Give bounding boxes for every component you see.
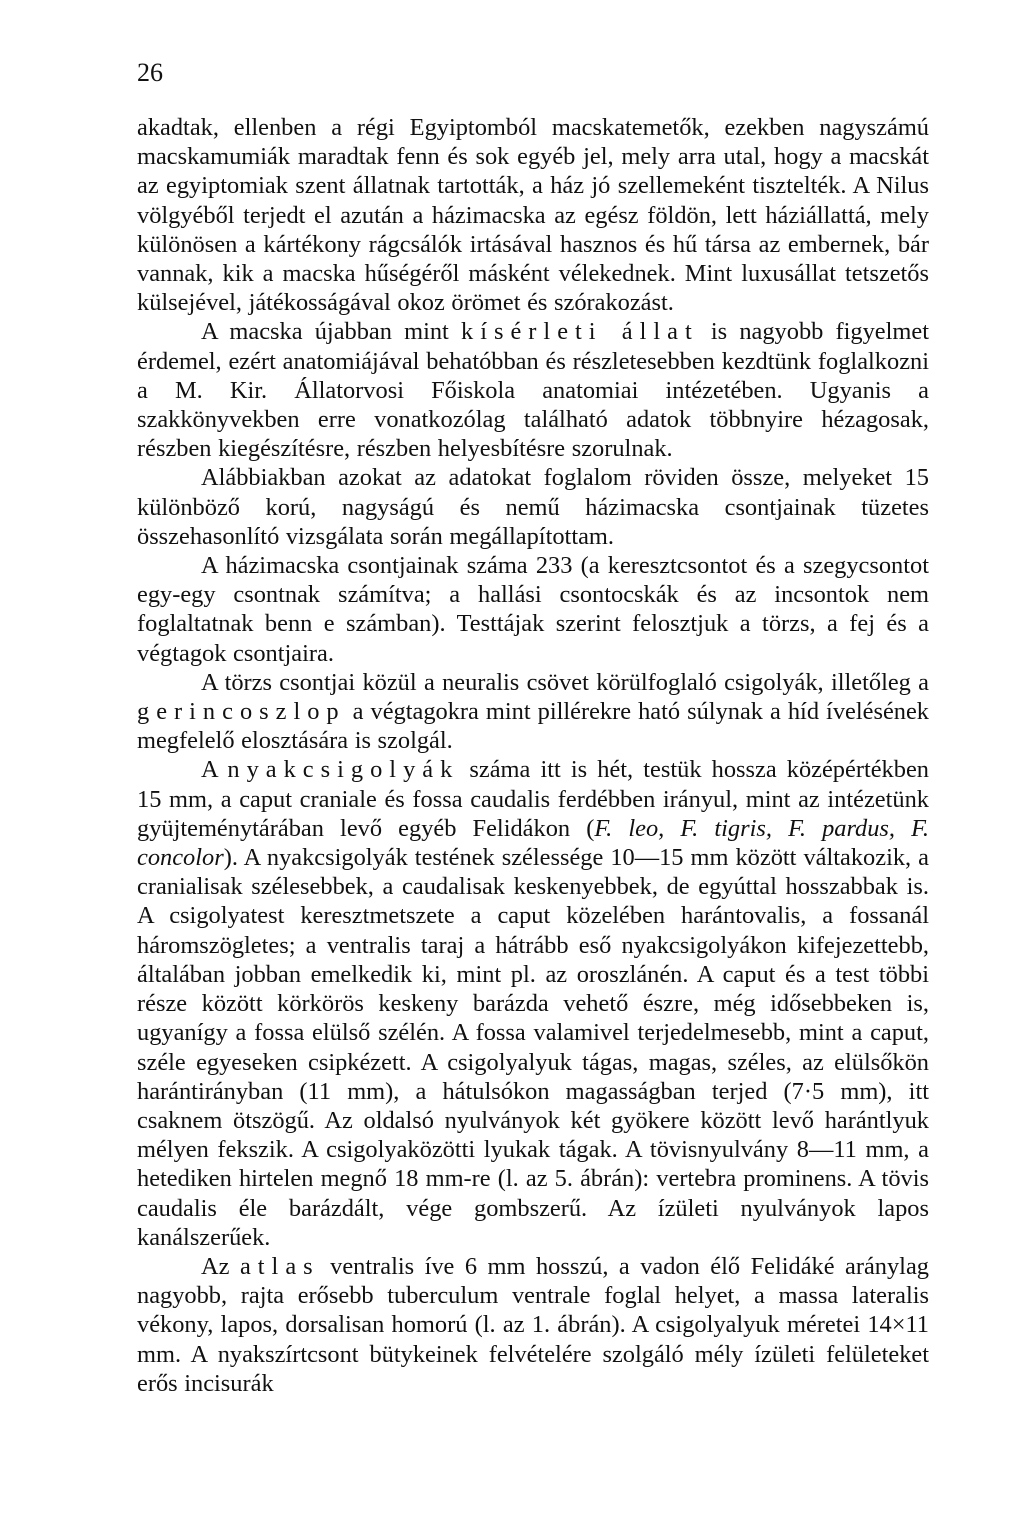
spaced-term-vertebral-column: gerincoszlop <box>137 698 346 726</box>
spaced-term-cervical-vertebrae: nyakcsigolyák <box>227 756 460 784</box>
paragraph-data-summary: Alábbiakban azokat az adatokat foglalom röviden össze, melyeket 15 különböző korú, nagyságú és nemű házimacska csontjainak tüzetes összehasonlító vizsgálata során megállapítottam. <box>137 464 929 550</box>
paragraph-cervical-vertebrae <box>137 755 929 1251</box>
paragraph-text-end: ventralis íve 6 mm hosszú, a vadon élő Felidáké aránylag nagyobb, rajta erősebb tuberculum ventrale foglal helyet, a massa lateralis vékony, lapos, dorsalisan homorú (l. az 1. ábrán). A csigolyalyuk méretei 14×11 mm. A nyakszírtcsont bütykeinek felvételére szolgáló mély ízületi felületeket erős incisurák <box>137 1252 929 1397</box>
paragraph-text-start: A törzs csontjai közül a neuralis csövet körülfoglaló csigolyák, illetőleg a <box>201 668 929 696</box>
paragraph-bone-count: A házimacska csontjainak száma 233 (a keresztcsontot és a szegycsontot egy-egy csontnak számítva; a hallási csontocskák és az incsontok nem foglaltatnak benn e számban). Testtájak szerint felosztjuk a törzs, a fej és a végtagok csontjaira. <box>137 552 929 667</box>
spaced-term-experimental-animal: kísérleti állat <box>461 318 699 346</box>
paragraph-text-start: A <box>201 756 218 784</box>
paragraph-text-middle: száma itt is hét, testük hossza középértékben 15 mm, a caput craniale és fossa caudalis ferdébben irányul, mint az intézetünk gyüjteménytárában levő egyéb Felidákon ( <box>137 756 929 842</box>
paragraph-text-start: Az <box>201 1252 230 1280</box>
paragraph-experimental-animal <box>137 317 929 463</box>
paragraph-text-end: is nagyobb figyelmet érdemel, ezért anatomiájával behatóbban és részletesebben kezdtünk foglalkozni a M. Kir. Állatorvosi Főiskola anatomiai intézetében. Ugyanis a szakkönyvekben erre vonatkozólag található adatok többnyire hézagosak, részben kiegészítésre, részben helyesbítésre szorulnak. <box>137 318 929 463</box>
paragraph-text-end: ). A nyakcsigolyák testének szélessége 10—15 mm között váltakozik, a cranialisak szélesebbek, a caudalisak keskenyebbek, de egyúttal hosszabbak is. A csigolyatest keresztmetszete a caput közelében harántovalis, a fossanál háromszögletes; a ventralis taraj a hátrább eső nyakcsigolyákon kifejezettebb, általában jobban emelkedik ki, mint pl. az oroszlánén. A caput és a test többi része között körkörös keskeny barázda vehető észre, még idősebbeken is, ugyanígy a fossa elülső szélén. A fossa valamivel terjedelmesebb, mint a caput, széle egyeseken csipkézett. A csigolyalyuk tágas, magas, széles, az elülsőkön harántirányban (11 mm), a hátulsókon magasságban terjed (7·5 mm), itt csaknem ötszögű. Az oldalsó nyulványok két gyökere között levő harántlyuk mélyen fekszik. A csigolyaközötti lyukak tágak. A tövisnyulvány 8—11 mm, a hetediken hirtelen megnő 18 mm-re (l. az 5. ábrán): vertebra prominens. A tövis caudalis éle barázdált, vége gombszerű. Az ízületi nyulványok lapos kanálszerűek. <box>137 844 929 1251</box>
paragraph-cat-history: akadtak, ellenben a régi Egyiptomból macskatemetők, ezekben nagyszámú macskamumiák maradtak fenn és sok egyéb jel, mely arra utal, hogy a macskát az egyiptomiak szent állatnak tartották, a ház jó szellemeként tisztelték. A Nilus völgyéből terjedt el azután a házimacska az egész földön, lett háziállattá, mely különösen a kártékony rágcsálók irtásával hasznos és hű társa az embernek, bár vannak, kik a macska hűségéről másként vélekednek. Mint luxusállat tetszetős külsejével, játékosságával okoz örömet és szórakozást. <box>137 114 929 317</box>
spaced-term-atlas: atlas <box>239 1252 320 1280</box>
paragraph-vertebral-column <box>137 668 929 756</box>
paragraph-text-start: A macska újabban mint <box>201 318 449 346</box>
species-names: F. leo, F. tigris, F. pardus, F. concolor <box>137 814 930 872</box>
paragraph-atlas <box>137 1252 929 1398</box>
page-number: 26 <box>137 58 163 87</box>
body-text <box>137 113 929 1398</box>
paragraph-text-end: a végtagokra mint pillérekre ható súlynak a híd ívelésének megfelelő elosztására is szolgál. <box>137 698 929 755</box>
